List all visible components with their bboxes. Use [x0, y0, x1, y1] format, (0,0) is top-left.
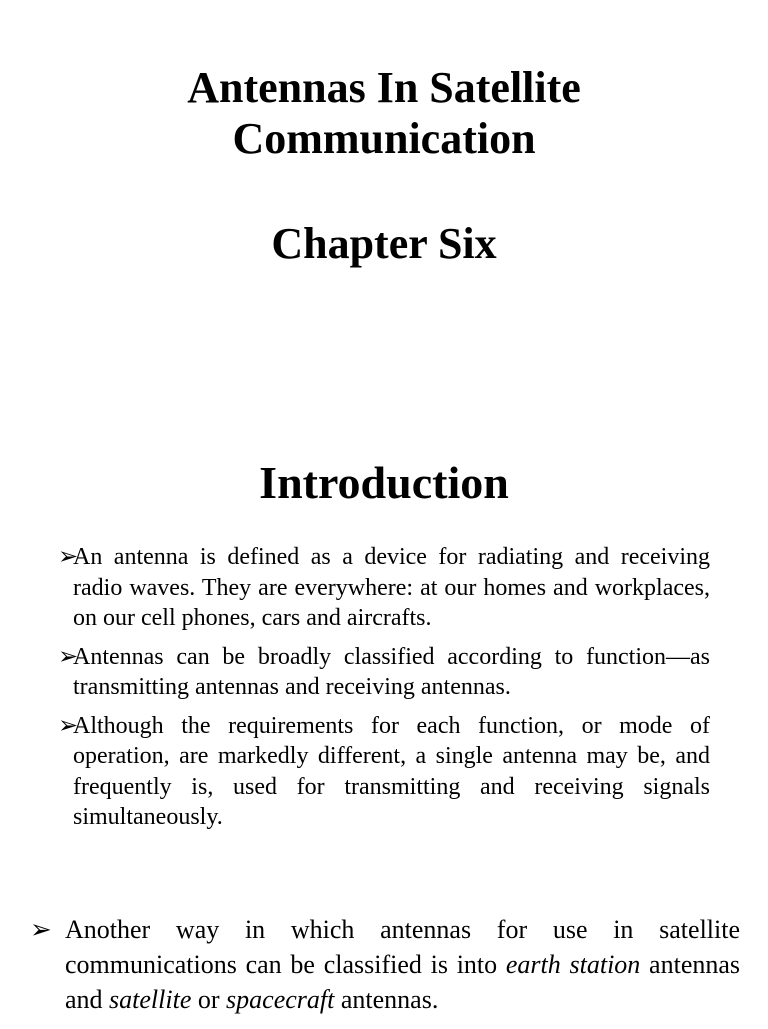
list-item	[58, 542, 710, 634]
bullet-text: Although the requirements for each function, or mode of operation, are markedly different, a single antenna may be, and frequently is, used for transmitting and receiving signals simultaneously.	[73, 712, 710, 830]
list-item	[30, 912, 740, 1017]
bullet-text: Antennas can be broadly classified according to function—as transmitting antennas and receiving antennas.	[73, 643, 710, 700]
bullet-text: An antenna is defined as a device for radiating and receiving radio waves. They are everywhere: at our homes and workplaces, on our cell phones, cars and aircrafts.	[73, 544, 710, 631]
bullet-text-part-2: antennas and	[65, 950, 741, 1014]
arrow-bullet-icon: ➢	[58, 712, 79, 739]
arrow-bullet-icon: ➢	[30, 915, 52, 944]
arrow-bullet-icon: ➢	[58, 643, 79, 670]
list-item	[58, 711, 710, 833]
document-title	[0, 62, 768, 164]
bullet-text-part-4: antennas.	[334, 985, 439, 1014]
bullet-text-part-3: or	[191, 985, 227, 1014]
title-line-1: Antennas In Satellite	[187, 63, 581, 112]
list-item	[58, 642, 710, 703]
introduction-bullet-list	[58, 542, 710, 841]
classification-slide	[0, 890, 768, 1024]
bullet-text-part-1: Another way in which antennas for use in satellite communications can be classified is into	[65, 915, 740, 979]
bullet-text-satellite: satellite	[109, 985, 192, 1014]
title-line-2: Communication	[232, 114, 536, 163]
introduction-slide	[0, 420, 768, 890]
bullet-text-earth-station: earth station	[505, 950, 641, 979]
title-slide	[0, 0, 768, 420]
classification-bullet-list	[30, 912, 740, 1029]
arrow-bullet-icon: ➢	[58, 544, 79, 570]
bullet-text-spacecraft: spacecraft	[226, 985, 335, 1014]
chapter-title: Chapter Six	[271, 219, 497, 268]
introduction-heading: Introduction	[259, 457, 509, 508]
